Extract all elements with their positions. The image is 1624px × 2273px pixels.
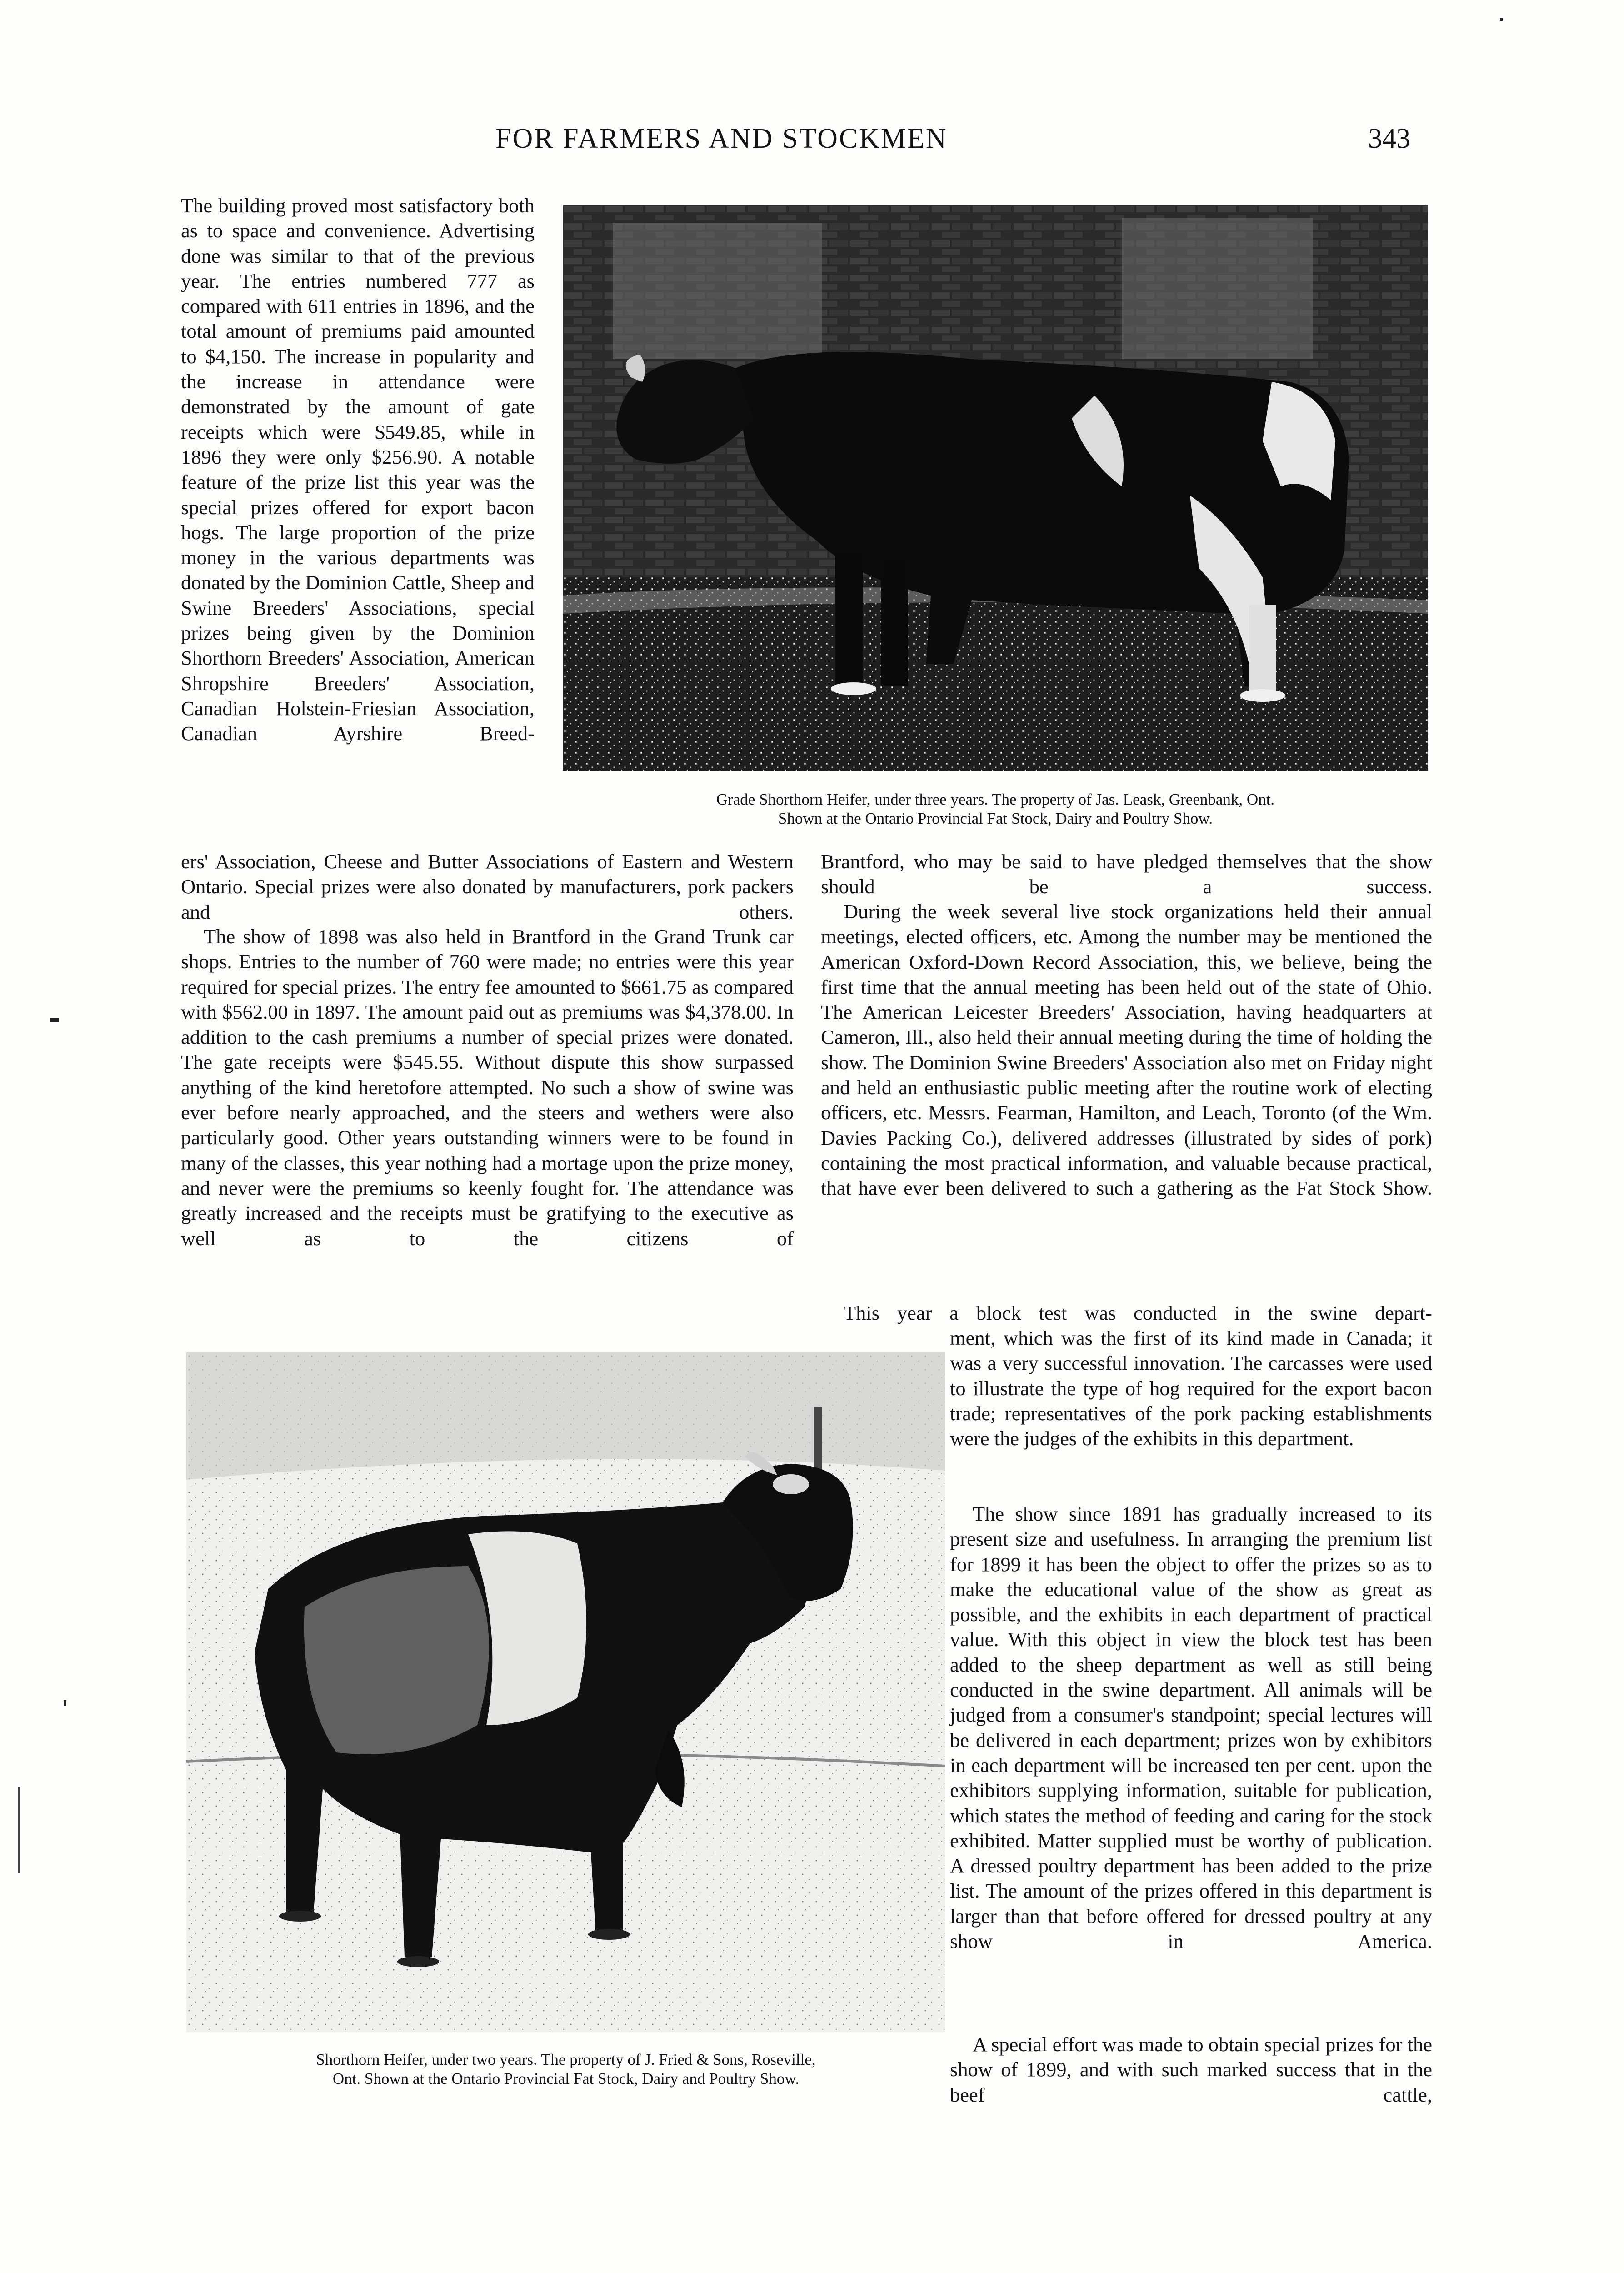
page-number: 343: [1368, 123, 1410, 154]
left-column-paragraph-2: The show of 1898 was also held in Brantford in the Grand Trunk car shops. Entries to the number of 760 were made; no entries were this year required for special prizes. The entry fee amounted to $661.75 as compared with $562.00 in 1897. The amount paid out as premiums was $4,378.00. In addition to the cash premiums a number of special prizes were donated. The gate receipts were $545.55. Without dispute this show surpassed anything of the kind heretofore attempted. No such a show of swine was ever before nearly approached, and the steers and wethers were also particularly good. Other years outstanding winners were to be found in many of the classes, this year nothing had a mortage upon the prize money, and never were the premiums so keenly fought for. The attendance was greatly increased and the receipts must be gratifying to the executive as well as to the citizens of: [181, 925, 794, 1250]
right-column-paragraph-3-lead: This year a block test was conducted in the swine depart-: [844, 1302, 1432, 1324]
scan-edge-mark: [18, 1787, 20, 1873]
right-column-paragraph-4: The show since 1891 has gradually increased to its present size and usefulness. In arranging the premium list for 1899 it has been the object to offer the prizes so as to make the educational value of the show as great as possible, and the exhibits in each department of practical value. With this object in view the block test has been added to the sheep department as well as still being conducted in the swine department. All animals will be judged from a consumer's standpoint; special lectures will be delivered in each department; prizes won by exhibitors in each department will be increased ten per cent. upon the exhibitors supplying information, suitable for publication, which states the method of feeding and caring for the stock exhibited. Matter supplied must be worthy of publication. A dressed poultry department has been added to the prize list. The amount of the prizes offered in this department is larger than that before offered for dressed poultry at any show in America.: [950, 1502, 1432, 1953]
scan-speck: [64, 1700, 66, 1706]
top-caption-line-1: Grade Shorthorn Heifer, under three years. The property of Jas. Leask, Greenbank, Ont.: [716, 791, 1275, 808]
bottom-photo-caption: [186, 2050, 945, 2088]
right-column-paragraph-2: During the week several live stock organizations held their annual meetings, elected officers, etc. Among the number may be mentioned the American Oxford-Down Record Association, this, we believe, being the first time that the annual meeting has been held out of the state of Ohio. The American Leicester Breeders' Association, having headquarters at Cameron, Ill., also held their annual meeting during the time of holding the show. The Dominion Swine Breeders' Association also met on Friday night and held an enthusiastic public meeting after the routine work of electing officers, etc. Messrs. Fearman, Hamilton, and Leach, Toronto (of the Wm. Davies Packing Co.), delivered addresses (illustrated by sides of pork) containing the most practical information, and valuable because practical, that have ever been delivered to such a gathering as the Fat Stock Show.: [821, 900, 1432, 1200]
top-photo-caption: [563, 790, 1428, 828]
scan-speck: [1500, 18, 1503, 21]
scan-speck: [50, 1018, 59, 1022]
photo-grade-shorthorn-heifer: [563, 205, 1428, 771]
photo-shorthorn-heifer: [186, 1352, 945, 2032]
right-column-paragraph-3: ment, which was the first of its kind made in Canada; it was a very successful innovation. The carcasses were used to illustrate the type of hog required for the export bacon trade; representatives of the pork packing establishments were the judges of the exhibits in this department.: [950, 1327, 1432, 1450]
right-column-paragraph-1: Brantford, who may be said to have pledged themselves that the show should be a success.: [821, 850, 1432, 898]
heifer-photo-illustration: [563, 205, 1428, 771]
right-column-paragraph-5: A special effort was made to obtain special prizes for the show of 1899, and with such marked success that in the beef cattle,: [950, 2033, 1432, 2106]
shorthorn-photo-illustration: [186, 1352, 945, 2032]
bottom-caption-line-1: Shorthorn Heifer, under two years. The property of J. Fried & Sons, Roseville,: [316, 2051, 816, 2068]
running-title: FOR FARMERS AND STOCKMEN: [495, 123, 948, 154]
top-caption-line-2: Shown at the Ontario Provincial Fat Stock, Dairy and Poultry Show.: [778, 810, 1213, 827]
bottom-caption-line-2: Ont. Shown at the Ontario Provincial Fat Stock, Dairy and Poultry Show.: [332, 2070, 800, 2088]
left-column-paragraph-1: ers' Association, Cheese and Butter Associations of Eastern and Western Ontario. Special prizes were also donated by manufacturers, pork packers and others.: [181, 850, 794, 923]
intro-paragraph: The building proved most satisfactory both as to space and convenience. Advertising done was similar to that of the previous year. The entries numbered 777 as compared with 611 entries in 1896, and the total amount of premiums paid amounted to $4,150. The increase in popularity and the increase in attendance were demonstrated by the amount of gate receipts which were $549.85, while in 1896 they were only $256.90. A notable feature of the prize list this year was the special prizes offered for export bacon hogs. The large proportion of the prize money in the various departments was donated by the Dominion Cattle, Sheep and Swine Breeders' Associations, special prizes being given by the Dominion Shorthorn Breeders' Association, American Shropshire Breeders' Association, Canadian Holstein-Friesian Association, Canadian Ayrshire Breed-: [181, 194, 535, 745]
